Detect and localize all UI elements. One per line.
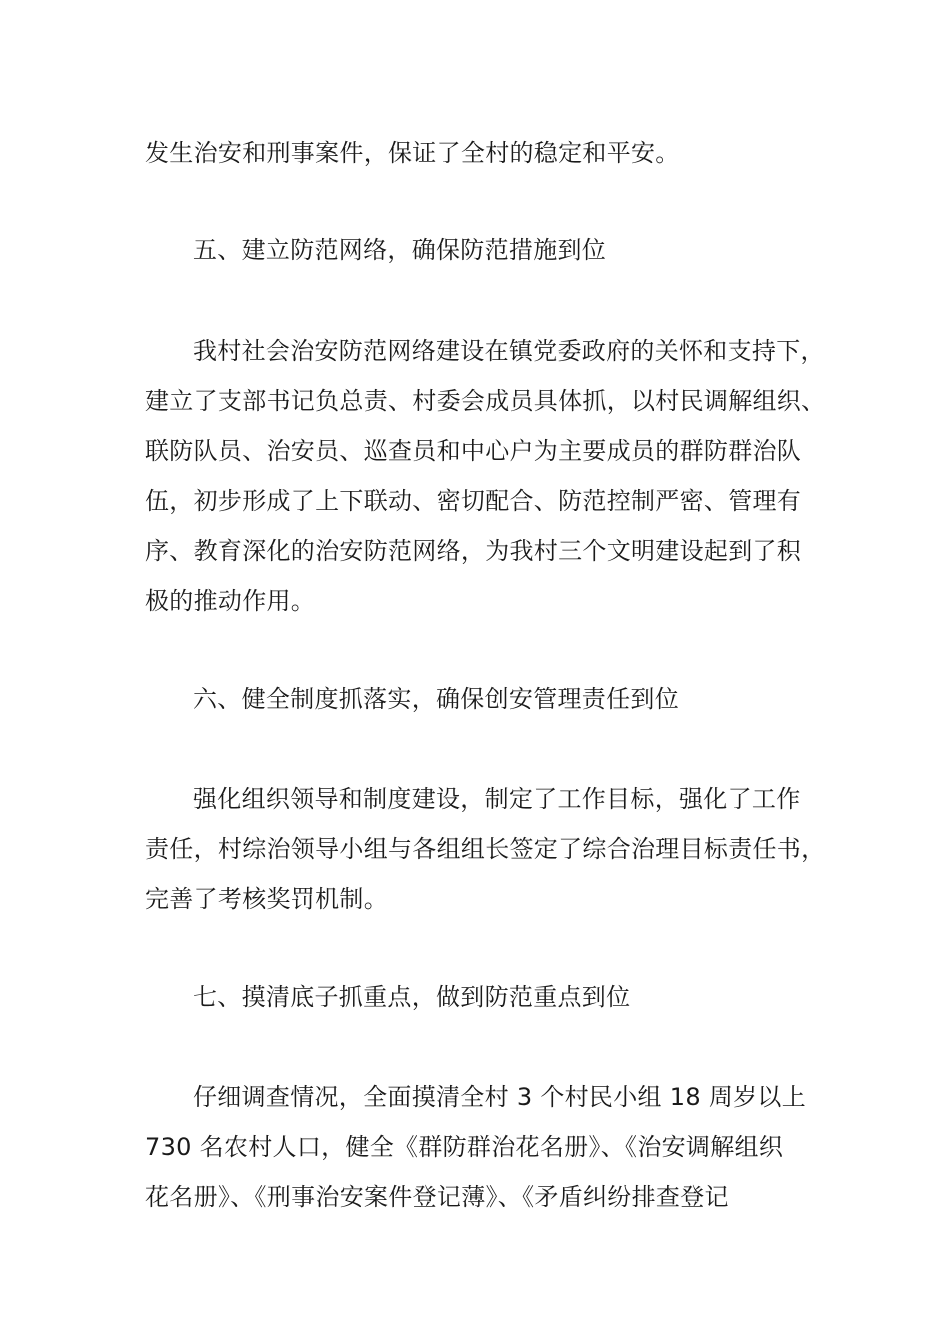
paragraph-line: 我村社会治安防范网络建设在镇党委政府的关怀和支持下， — [193, 337, 825, 365]
paragraph-line: 建立了支部书记负总责、村委会成员具体抓，以村民调解组织、 — [145, 387, 826, 415]
paragraph-line: 仔细调查情况，全面摸清全村 3 个村民小组 18 周岁以上 — [193, 1083, 807, 1111]
paragraph-line: 强化组织领导和制度建设，制定了工作目标，强化了工作 — [193, 785, 801, 813]
paragraph-line: 花名册》、《刑事治安案件登记薄》、《矛盾纠纷排查登记 — [145, 1183, 729, 1211]
paragraph-line: 发生治安和刑事案件，保证了全村的稳定和平安。 — [145, 139, 680, 167]
paragraph-line: 责任，村综治领导小组与各组组长签定了综合治理目标责任书， — [145, 835, 826, 863]
paragraph-line: 联防队员、治安员、巡查员和中心户为主要成员的群防群治队 — [145, 437, 802, 465]
section-heading: 七、摸清底子抓重点，做到防范重点到位 — [193, 983, 631, 1011]
paragraph-line: 伍，初步形成了上下联动、密切配合、防范控制严密、管理有 — [145, 487, 802, 515]
section-heading: 五、建立防范网络，确保防范措施到位 — [193, 236, 607, 264]
section-heading: 六、健全制度抓落实，确保创安管理责任到位 — [193, 685, 679, 713]
paragraph-line: 730 名农村人口，健全《群防群治花名册》、《治安调解组织 — [145, 1133, 784, 1161]
paragraph-line: 序、教育深化的治安防范网络，为我村三个文明建设起到了积 — [145, 537, 802, 565]
paragraph-line: 极的推动作用。 — [145, 587, 316, 615]
paragraph-line: 完善了考核奖罚机制。 — [145, 885, 388, 913]
